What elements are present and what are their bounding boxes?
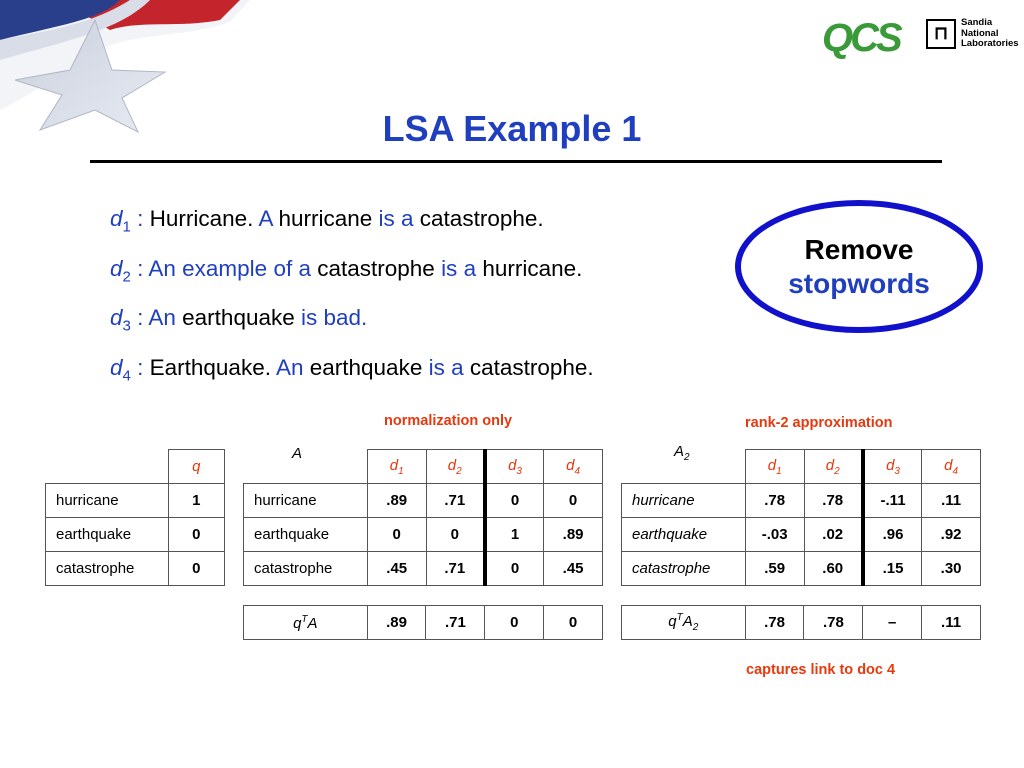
doc-header-cell: [544, 450, 603, 484]
title-divider: [90, 160, 942, 163]
slide-title: LSA Example 1: [382, 108, 642, 149]
term-cell: earthquake: [622, 518, 746, 552]
doc-header-index: 3: [894, 465, 900, 477]
table-row: [244, 484, 603, 518]
document-label-index: 4: [122, 367, 131, 384]
content-word-text: earthquake: [182, 305, 301, 330]
term-cell: earthquake: [46, 518, 169, 552]
value-cell: 0: [168, 518, 224, 552]
stopword-text: :: [130, 255, 149, 281]
product-value-cell: .71: [426, 606, 485, 640]
stopword-text: A: [258, 206, 279, 231]
term-cell: hurricane: [622, 484, 746, 518]
product-label-cell: [244, 606, 368, 640]
value-cell: .59: [745, 552, 804, 586]
stopword-text: An: [275, 354, 310, 380]
value-cell: -.03: [745, 518, 804, 552]
value-cell: .02: [804, 518, 863, 552]
doc-header-cell: [863, 450, 922, 484]
table-row: [622, 484, 981, 518]
document-label: [110, 206, 131, 236]
matrix-a2-table: [621, 449, 981, 586]
term-cell: earthquake: [244, 518, 368, 552]
product-label-cell: [622, 606, 746, 640]
remove-stopwords-callout: [735, 200, 983, 333]
sandia-mark-icon: ⊓: [926, 19, 956, 49]
value-cell: .15: [863, 552, 922, 586]
callout-line-1: Remove: [804, 233, 914, 265]
empty-corner-cell: [46, 450, 169, 484]
product-value-cell: .11: [922, 606, 981, 640]
stopword-text: is a: [428, 354, 470, 380]
document-line: [110, 297, 594, 347]
doc-header-cell: [367, 450, 426, 484]
content-word-text: catastrophe.: [469, 354, 594, 380]
document-label-letter: d: [110, 255, 123, 281]
table-row: [46, 518, 225, 552]
table-header-row: [46, 450, 225, 484]
value-cell: 1: [168, 484, 224, 518]
value-cell: .30: [922, 552, 981, 586]
term-cell: hurricane: [244, 484, 368, 518]
doc-header-index: 3: [516, 465, 522, 477]
document-label-letter: d: [110, 305, 123, 330]
value-cell: .45: [544, 552, 603, 586]
query-vector-table: [45, 449, 225, 586]
matrix-a-product-table: [243, 605, 603, 640]
doc-header-cell: [804, 450, 863, 484]
table-row: [622, 552, 981, 586]
document-label-index: 2: [122, 268, 131, 285]
sandia-line-1: Sandia: [961, 17, 993, 28]
document-label-index: 3: [122, 317, 131, 335]
value-cell: .96: [863, 518, 922, 552]
table-row: [622, 518, 981, 552]
content-word-text: catastrophe: [317, 255, 442, 281]
document-label: [110, 255, 131, 285]
doc-header-index: 1: [776, 465, 782, 477]
doc-header-cell: [745, 450, 804, 484]
content-word-text: hurricane: [278, 206, 379, 231]
table-header-row: [244, 450, 603, 484]
empty-corner-cell: [622, 450, 746, 484]
doc-header-letter: d: [886, 456, 895, 474]
doc-header-letter: d: [389, 456, 399, 474]
stopword-text: is a: [441, 255, 483, 281]
value-cell: 0: [485, 484, 544, 518]
doc-header-letter: d: [447, 456, 457, 474]
value-cell: .60: [804, 552, 863, 586]
document-line: [110, 347, 594, 397]
doc-header-letter: d: [944, 456, 953, 474]
value-cell: .11: [922, 484, 981, 518]
doc-header-index: 4: [952, 465, 959, 477]
content-word-text: Earthquake.: [149, 354, 276, 380]
content-word-text: Hurricane.: [149, 206, 259, 231]
value-cell: .45: [367, 552, 426, 586]
captures-note: captures link to doc 4: [746, 662, 896, 678]
document-line: [110, 248, 594, 298]
doc-header-index: 1: [398, 465, 404, 477]
matrix-a-table: [243, 449, 603, 586]
term-cell: catastrophe: [622, 552, 746, 586]
value-cell: 1: [485, 518, 544, 552]
document-label: [110, 354, 131, 384]
stopword-text: :: [130, 206, 150, 231]
doc-header-index: 4: [574, 465, 581, 477]
product-label-matrix: A: [682, 613, 693, 630]
value-cell: 0: [168, 552, 224, 586]
product-value-cell: 0: [544, 606, 603, 640]
matrix-a-label: A: [292, 445, 303, 462]
document-line: [110, 198, 594, 248]
rank2-note: rank-2 approximation: [745, 415, 893, 431]
value-cell: 0: [485, 552, 544, 586]
doc-header-letter: d: [767, 456, 777, 474]
document-label: [110, 305, 131, 335]
table-row: [46, 552, 225, 586]
product-value-cell: .78: [804, 606, 863, 640]
product-row: [244, 606, 603, 640]
qcs-logo: QCS: [822, 16, 900, 60]
doc-header-index: 2: [834, 465, 840, 477]
value-cell: -.11: [863, 484, 922, 518]
stopword-text: An: [148, 305, 183, 330]
value-cell: .92: [922, 518, 981, 552]
product-label-sub: 2: [692, 622, 699, 633]
normalization-note: normalization only: [384, 413, 513, 429]
doc-header-cell: [922, 450, 981, 484]
doc-header-index: 2: [456, 465, 462, 477]
product-value-cell: 0: [485, 606, 544, 640]
matrix-a2-label: $A_2$: [674, 443, 690, 463]
stopword-text: is bad.: [301, 305, 368, 330]
doc-header-letter: d: [566, 456, 575, 474]
document-list: [110, 198, 594, 396]
value-cell: 0: [367, 518, 426, 552]
doc-header-cell: [426, 450, 485, 484]
callout-line-2: stopwords: [788, 267, 930, 299]
content-word-text: catastrophe.: [419, 206, 544, 231]
sandia-logo-text: [961, 18, 1019, 50]
value-cell: .71: [426, 484, 485, 518]
doc-header-letter: d: [825, 456, 835, 474]
term-cell: hurricane: [46, 484, 169, 518]
content-word-text: hurricane.: [482, 255, 583, 281]
stopword-text: :: [130, 305, 149, 330]
sandia-line-2: National: [961, 27, 999, 39]
table-row: [244, 518, 603, 552]
value-cell: 0: [544, 484, 603, 518]
sandia-line-3: Laboratories: [961, 38, 1019, 49]
matrix-a2-product-table: [621, 605, 981, 640]
product-value-cell: .78: [745, 606, 804, 640]
document-label-index: 1: [122, 218, 131, 236]
doc-header-cell: [485, 450, 544, 484]
stopword-text: is a: [378, 206, 420, 231]
product-label-q: q: [668, 613, 677, 630]
stopword-text: :: [130, 354, 150, 380]
value-cell: .89: [367, 484, 426, 518]
value-cell: .89: [544, 518, 603, 552]
table-row: [244, 552, 603, 586]
doc-header-letter: d: [508, 456, 517, 474]
stopword-text: An example of a: [148, 255, 318, 281]
product-row: [622, 606, 981, 640]
product-label-q: q: [293, 614, 302, 632]
table-row: [46, 484, 225, 518]
empty-corner-cell: [244, 450, 368, 484]
table-header-row: [622, 450, 981, 484]
query-header-cell: q: [168, 450, 224, 484]
value-cell: .78: [804, 484, 863, 518]
document-label-letter: d: [110, 354, 123, 380]
term-cell: catastrophe: [244, 552, 368, 586]
product-label-sup: T: [676, 612, 683, 623]
term-cell: catastrophe: [46, 552, 169, 586]
value-cell: 0: [426, 518, 485, 552]
value-cell: .78: [745, 484, 804, 518]
value-cell: .71: [426, 552, 485, 586]
product-label-matrix: A: [307, 614, 318, 632]
content-word-text: earthquake: [309, 354, 429, 380]
product-value-cell: –: [863, 606, 922, 640]
product-value-cell: .89: [367, 606, 426, 640]
document-label-letter: d: [110, 206, 123, 231]
sandia-logo: [926, 18, 1019, 50]
product-label-sup: T: [301, 613, 308, 625]
